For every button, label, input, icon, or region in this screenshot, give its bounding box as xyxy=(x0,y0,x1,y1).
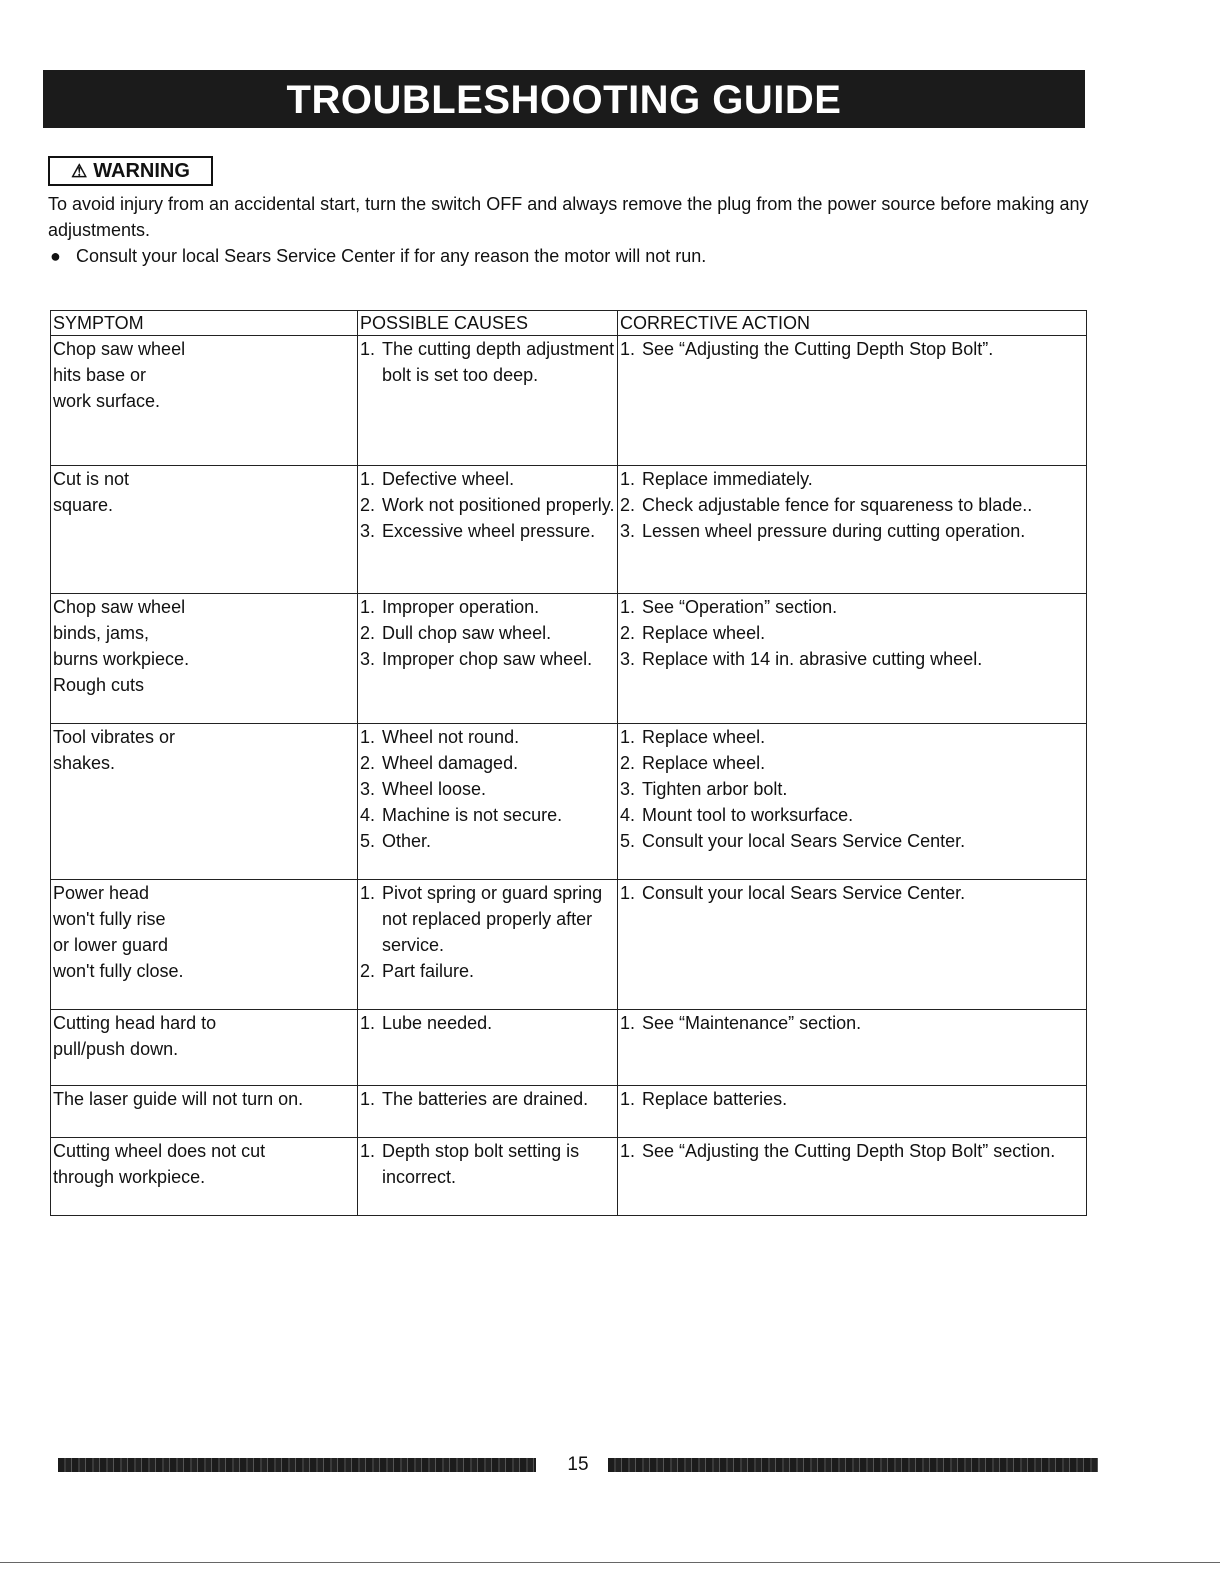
table-row xyxy=(51,1086,1087,1138)
cause-item-text: Excessive wheel pressure. xyxy=(382,521,596,541)
action-cell xyxy=(618,880,1087,1010)
action-item-number: 2. xyxy=(620,623,636,643)
warning-label-text: WARNING xyxy=(93,159,190,182)
cause-item-text: Wheel damaged. xyxy=(382,753,519,773)
cause-cell xyxy=(358,1138,618,1216)
action-item xyxy=(620,594,1084,620)
symptom-line: Cutting head hard to xyxy=(53,1013,217,1033)
footer-bar-right xyxy=(608,1458,1098,1472)
cause-item-number: 2. xyxy=(360,961,376,981)
symptom-cell xyxy=(51,1138,358,1216)
action-item-text: Consult your local Sears Service Center. xyxy=(642,883,966,903)
symptom-line: work surface. xyxy=(53,391,161,411)
cause-item xyxy=(360,1086,615,1112)
cause-cell xyxy=(358,1086,618,1138)
cause-item-number: 2. xyxy=(360,495,376,515)
symptom-cell xyxy=(51,466,358,594)
action-cell xyxy=(618,336,1087,466)
page-bottom-rule xyxy=(0,1562,1220,1563)
cause-item-number: 2. xyxy=(360,753,376,773)
cause-cell xyxy=(358,594,618,724)
symptom-cell xyxy=(51,1086,358,1138)
cause-item-text: Work not positioned properly. xyxy=(382,495,615,515)
page-number: 15 xyxy=(567,1454,589,1475)
cause-item-text: Wheel not round. xyxy=(382,727,520,747)
warning-triangle-icon: ⚠ xyxy=(71,161,88,181)
cause-item xyxy=(360,880,615,958)
cause-item-text: Depth stop bolt setting is incorrect. xyxy=(382,1141,580,1187)
action-item-text: Replace immediately. xyxy=(642,469,813,489)
symptom-line: hits base or xyxy=(53,365,147,385)
header-possible-causes: POSSIBLE CAUSES xyxy=(358,311,618,336)
cause-item xyxy=(360,1010,615,1036)
table-row xyxy=(51,880,1087,1010)
action-item-text: See “Operation” section. xyxy=(642,597,838,617)
cause-item xyxy=(360,958,615,984)
action-item-number: 1. xyxy=(620,727,636,747)
action-item-text: Replace wheel. xyxy=(642,753,766,773)
table-row xyxy=(51,594,1087,724)
action-item-text: Consult your local Sears Service Center. xyxy=(642,831,966,851)
symptom-cell xyxy=(51,336,358,466)
action-item-text: See “Adjusting the Cutting Depth Stop Bolt”. xyxy=(642,339,994,359)
symptom-line: binds, jams, xyxy=(53,623,150,643)
cause-item xyxy=(360,776,615,802)
cause-item-number: 1. xyxy=(360,883,376,903)
cause-item xyxy=(360,466,615,492)
symptom-line: Tool vibrates or xyxy=(53,727,176,747)
action-item-number: 1. xyxy=(620,1089,636,1109)
cause-cell xyxy=(358,880,618,1010)
symptom-cell xyxy=(51,1010,358,1086)
warning-label xyxy=(48,156,213,186)
action-item xyxy=(620,336,1084,362)
symptom-line: won't fully rise xyxy=(53,909,166,929)
cause-cell xyxy=(358,336,618,466)
symptom-cell xyxy=(51,594,358,724)
symptom-line: Power head xyxy=(53,883,150,903)
action-item xyxy=(620,466,1084,492)
action-item-text: See “Maintenance” section. xyxy=(642,1013,862,1033)
cause-item-number: 1. xyxy=(360,1141,376,1161)
table-header-row xyxy=(51,311,1087,336)
action-cell xyxy=(618,1138,1087,1216)
bullet-icon: ● xyxy=(50,246,61,266)
symptom-line: Rough cuts xyxy=(53,675,145,695)
action-cell xyxy=(618,594,1087,724)
action-cell xyxy=(618,1010,1087,1086)
header-corrective-action: CORRECTIVE ACTION xyxy=(618,311,1087,336)
action-item xyxy=(620,518,1084,544)
cause-item xyxy=(360,492,615,518)
action-item xyxy=(620,1138,1084,1164)
page-title: TROUBLESHOOTING GUIDE xyxy=(43,70,1085,128)
cause-item-text: Lube needed. xyxy=(382,1013,493,1033)
cause-item xyxy=(360,724,615,750)
symptom-line: The laser guide will not turn on. xyxy=(53,1089,304,1109)
cause-item xyxy=(360,518,615,544)
cause-item-text: Machine is not secure. xyxy=(382,805,563,825)
action-item-number: 1. xyxy=(620,597,636,617)
action-item-number: 1. xyxy=(620,469,636,489)
table-row xyxy=(51,1010,1087,1086)
warning-text: To avoid injury from an accidental start, turn the switch OFF and always remove the plug from the power source before making any adjustments. xyxy=(48,194,1089,240)
warning-bullet-text: Consult your local Sears Service Center if for any reason the motor will not run. xyxy=(76,246,707,266)
action-item xyxy=(620,828,1084,854)
symptom-cell xyxy=(51,880,358,1010)
cause-item-number: 1. xyxy=(360,597,376,617)
action-item xyxy=(620,880,1084,906)
action-item xyxy=(620,1010,1084,1036)
action-item xyxy=(620,620,1084,646)
cause-item-text: Other. xyxy=(382,831,432,851)
action-item-number: 3. xyxy=(620,649,636,669)
cause-cell xyxy=(358,1010,618,1086)
action-item-number: 5. xyxy=(620,831,636,851)
cause-cell xyxy=(358,466,618,594)
action-item xyxy=(620,492,1084,518)
cause-item xyxy=(360,828,615,854)
action-item xyxy=(620,776,1084,802)
cause-item-number: 2. xyxy=(360,623,376,643)
action-item-number: 2. xyxy=(620,753,636,773)
symptom-cell xyxy=(51,724,358,880)
symptom-line: Cutting wheel does not cut xyxy=(53,1141,266,1161)
cause-item xyxy=(360,594,615,620)
cause-item-text: Part failure. xyxy=(382,961,475,981)
table-row xyxy=(51,1138,1087,1216)
cause-item-number: 1. xyxy=(360,339,376,359)
cause-item xyxy=(360,620,615,646)
cause-item xyxy=(360,1138,615,1190)
action-item xyxy=(620,646,1084,672)
cause-item-text: Improper operation. xyxy=(382,597,540,617)
cause-item-text: Improper chop saw wheel. xyxy=(382,649,593,669)
action-item-text: Mount tool to worksurface. xyxy=(642,805,854,825)
action-item-number: 4. xyxy=(620,805,636,825)
action-cell xyxy=(618,1086,1087,1138)
action-item-number: 1. xyxy=(620,883,636,903)
action-item-number: 1. xyxy=(620,1013,636,1033)
action-item-text: Tighten arbor bolt. xyxy=(642,779,788,799)
cause-item-number: 1. xyxy=(360,469,376,489)
action-cell xyxy=(618,466,1087,594)
warning-bullet xyxy=(48,243,1098,269)
page-footer xyxy=(58,1452,1098,1476)
symptom-line: through workpiece. xyxy=(53,1167,206,1187)
action-item-text: Replace with 14 in. abrasive cutting wheel. xyxy=(642,649,983,669)
symptom-line: Chop saw wheel xyxy=(53,597,186,617)
warning-text-block xyxy=(48,191,1098,269)
symptom-line: or lower guard xyxy=(53,935,169,955)
action-item-number: 1. xyxy=(620,339,636,359)
action-item-number: 3. xyxy=(620,521,636,541)
troubleshooting-table xyxy=(50,310,1087,1216)
cause-item-text: The batteries are drained. xyxy=(382,1089,589,1109)
symptom-line: pull/push down. xyxy=(53,1039,179,1059)
action-item-number: 1. xyxy=(620,1141,636,1161)
cause-cell xyxy=(358,724,618,880)
symptom-line: shakes. xyxy=(53,753,116,773)
action-item-text: Replace wheel. xyxy=(642,623,766,643)
cause-item-text: Pivot spring or guard spring not replaced properly after service. xyxy=(382,883,603,955)
cause-item-number: 1. xyxy=(360,727,376,747)
cause-item-text: The cutting depth adjustment bolt is set too deep. xyxy=(382,339,615,385)
cause-item xyxy=(360,750,615,776)
action-item-text: Replace wheel. xyxy=(642,727,766,747)
action-item-text: See “Adjusting the Cutting Depth Stop Bolt” section. xyxy=(642,1141,1056,1161)
action-item-text: Lessen wheel pressure during cutting operation. xyxy=(642,521,1026,541)
cause-item-text: Wheel loose. xyxy=(382,779,487,799)
action-item-number: 2. xyxy=(620,495,636,515)
cause-item-text: Dull chop saw wheel. xyxy=(382,623,552,643)
action-item xyxy=(620,750,1084,776)
action-item-text: Check adjustable fence for squareness to blade.. xyxy=(642,495,1033,515)
cause-item-number: 1. xyxy=(360,1089,376,1109)
header-symptom: SYMPTOM xyxy=(51,311,358,336)
cause-item xyxy=(360,802,615,828)
action-item xyxy=(620,1086,1084,1112)
cause-item-number: 3. xyxy=(360,521,376,541)
cause-item-number: 4. xyxy=(360,805,376,825)
cause-item-number: 1. xyxy=(360,1013,376,1033)
table-row xyxy=(51,466,1087,594)
table-row xyxy=(51,336,1087,466)
action-item xyxy=(620,802,1084,828)
symptom-line: burns workpiece. xyxy=(53,649,190,669)
cause-item-number: 3. xyxy=(360,649,376,669)
cause-item-number: 5. xyxy=(360,831,376,851)
footer-bar-left xyxy=(58,1458,536,1472)
cause-item-text: Defective wheel. xyxy=(382,469,515,489)
action-item xyxy=(620,724,1084,750)
symptom-line: won't fully close. xyxy=(53,961,184,981)
symptom-line: square. xyxy=(53,495,114,515)
table-row xyxy=(51,724,1087,880)
symptom-line: Chop saw wheel xyxy=(53,339,186,359)
action-cell xyxy=(618,724,1087,880)
cause-item-number: 3. xyxy=(360,779,376,799)
action-item-text: Replace batteries. xyxy=(642,1089,788,1109)
symptom-line: Cut is not xyxy=(53,469,130,489)
cause-item xyxy=(360,646,615,672)
action-item-number: 3. xyxy=(620,779,636,799)
cause-item xyxy=(360,336,615,388)
